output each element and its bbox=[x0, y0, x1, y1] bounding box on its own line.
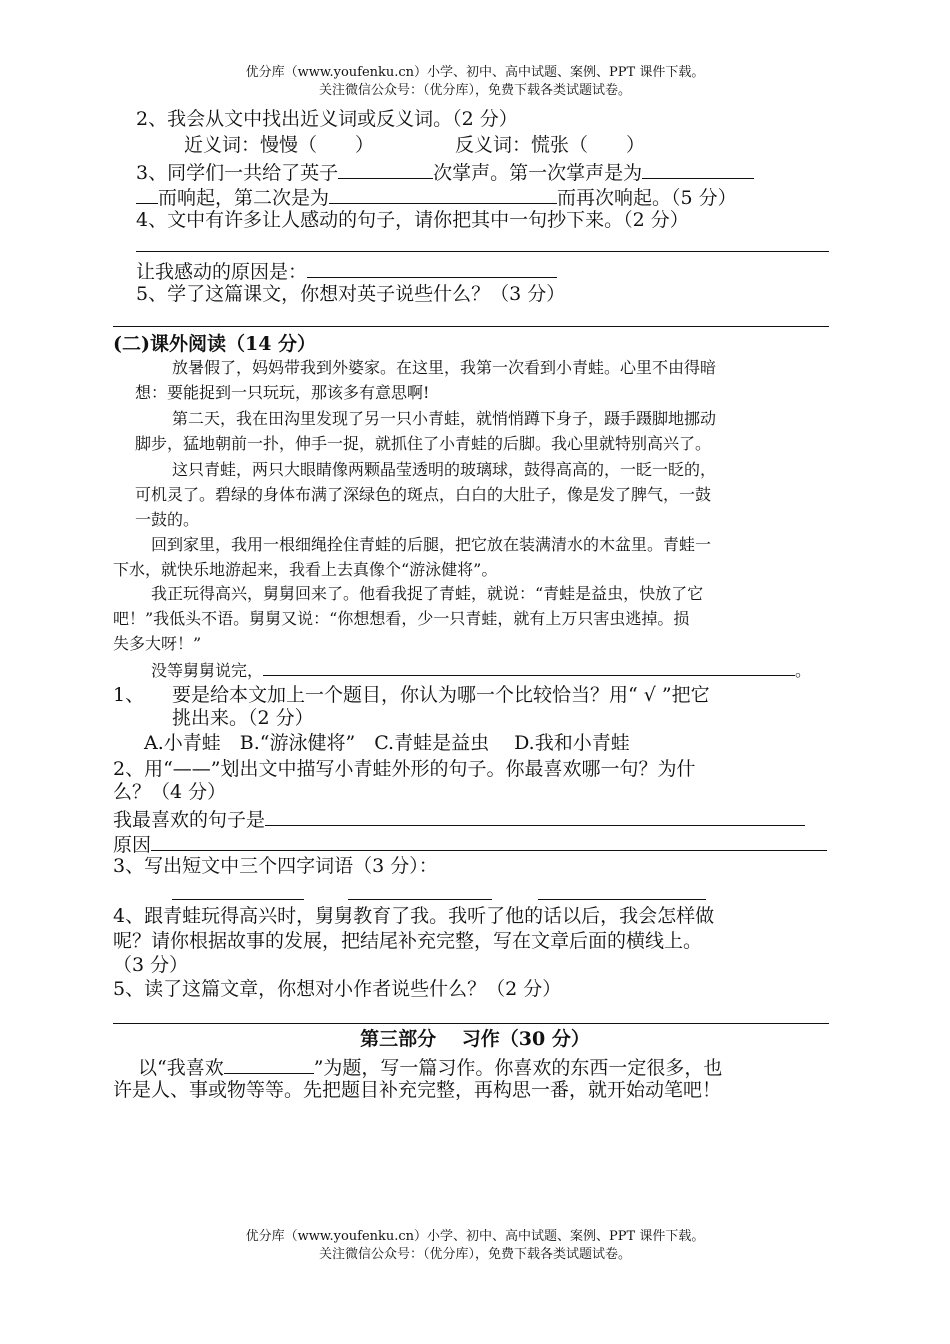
rq2-favorite-row bbox=[113, 805, 805, 832]
passage-p1-a: 放暑假了，妈妈带我到外婆家。在这里，我第一次看到小青蛙。心里不由得暗 bbox=[172, 358, 717, 377]
q4-answer-line[interactable] bbox=[136, 251, 829, 252]
q3-line-2 bbox=[136, 183, 737, 210]
passage-p3-b: 可机灵了。碧绿的身体布满了深绿色的斑点，白白的大肚子，像是发了脾气，一鼓 bbox=[135, 485, 712, 504]
rq2-prompt-b: 么？（4 分） bbox=[113, 781, 227, 803]
composition-line-1 bbox=[138, 1053, 722, 1080]
rq2-reason-row bbox=[113, 830, 827, 857]
passage-p5-c: 失多大呀！” bbox=[113, 634, 202, 653]
passage-p3-a: 这只青蛙，两只大眼睛像两颗晶莹透明的玻璃球，鼓得高高的，一眨一眨的， bbox=[172, 460, 717, 479]
passage-p5-b: 吧！”我低头不语。舅舅又说：“你想想看，少一只青蛙，就有上万只害虫逃掉。损 bbox=[113, 609, 690, 628]
passage-p6-end: 。 bbox=[795, 661, 812, 680]
rq2-reason-blank[interactable] bbox=[151, 830, 827, 851]
q3-text-b: 次掌声。第一次掌声是为 bbox=[433, 162, 643, 184]
passage-p4-a: 回到家里，我用一根细绳拴住青蛙的后腿，把它放在装满清水的木盆里。青蛙一 bbox=[151, 535, 712, 554]
composition-text-a: 以“我喜欢 bbox=[138, 1057, 224, 1079]
passage-p1-b: 想：要能捉到一只玩玩，那该多有意思啊! bbox=[135, 383, 430, 402]
q3-blank-count[interactable] bbox=[338, 158, 433, 179]
page-header bbox=[0, 64, 950, 100]
q4-prompt: 4、文中有许多让人感动的句子，请你把其中一句抄下来。（2 分） bbox=[136, 209, 689, 231]
composition-title: 第三部分 习作（30 分） bbox=[360, 1028, 590, 1050]
rq4-prompt-a: 4、跟青蛙玩得高兴时，舅舅教育了我。我听了他的话以后，我会怎样做 bbox=[113, 905, 715, 927]
passage-p3-c: 一鼓的。 bbox=[135, 510, 200, 529]
q3-blank-second[interactable] bbox=[329, 183, 557, 204]
rq1-number: 1、 bbox=[113, 684, 145, 706]
reading-section-title: (二)课外阅读（14 分） bbox=[113, 333, 317, 355]
rq4-prompt-b: 呢？请你根据故事的发展，把结尾补充完整，写在文章后面的横线上。 bbox=[113, 930, 703, 952]
q3-text-a: 3、同学们一共给了英子 bbox=[136, 162, 339, 184]
rq3-blank-1[interactable] bbox=[172, 899, 304, 900]
passage-p5-a: 我正玩得高兴，舅舅回来了。他看我捉了青蛙，就说：“青蛙是益虫，快放了它 bbox=[151, 584, 704, 603]
passage-p2-a: 第二天，我在田沟里发现了另一只小青蛙，就悄悄蹲下身子，蹑手蹑脚地挪动 bbox=[172, 409, 717, 428]
q2-antonym: 反义词：慌张（ ） bbox=[455, 134, 646, 156]
rq5-prompt: 5、读了这篇文章，你想对小作者说些什么？（2 分） bbox=[113, 978, 562, 1000]
q5-answer-line[interactable] bbox=[113, 326, 829, 327]
q2-synonym: 近义词：慢慢（ ） bbox=[184, 134, 375, 156]
composition-line-2: 许是人、事或物等等。先把题目补充完整，再构思一番，就开始动笔吧！ bbox=[113, 1079, 722, 1101]
q4-reason-row bbox=[136, 257, 557, 284]
rq2-reason-label: 原因 bbox=[113, 834, 152, 856]
q3-line-1 bbox=[136, 158, 754, 185]
passage-p6-text: 没等舅舅说完， bbox=[151, 661, 264, 680]
page-footer bbox=[0, 1228, 950, 1264]
rq4-prompt-c: （3 分） bbox=[113, 954, 189, 976]
passage-p6 bbox=[151, 659, 811, 682]
footer-line-2: 关注微信公众号：（优分库），免费下载各类试题试卷。 bbox=[318, 1247, 631, 1262]
passage-p4-b: 下水，就快乐地游起来，我看上去真像个“游泳健将”。 bbox=[113, 560, 498, 579]
composition-title-blank[interactable] bbox=[224, 1053, 314, 1074]
rq3-prompt: 3、写出短文中三个四字词语（3 分）： bbox=[113, 855, 438, 877]
q5-prompt: 5、学了这篇课文，你想对英子说些什么？（3 分） bbox=[136, 283, 566, 305]
rq1-prompt-b: 挑出来。（2 分） bbox=[172, 707, 314, 729]
q3-blank-first[interactable] bbox=[642, 158, 754, 179]
header-line-1: 优分库（www.youfenku.cn）小学、初中、高中试题、案例、PPT 课件下载。 bbox=[245, 65, 705, 80]
rq2-prompt-a: 2、用“——”划出文中描写小青蛙外形的句子。你最喜欢哪一句？为什 bbox=[113, 758, 696, 780]
passage-ending-blank[interactable] bbox=[263, 659, 795, 676]
rq3-blank-2[interactable] bbox=[348, 899, 492, 900]
q4-reason-label: 让我感动的原因是： bbox=[136, 261, 308, 283]
q3-text-d: 而再次响起。（5 分） bbox=[557, 187, 737, 209]
rq1-options[interactable]: A.小青蛙 B.“游泳健将” C.青蛙是益虫 D.我和小青蛙 bbox=[144, 732, 630, 754]
q3-text-c: 而响起，第二次是为 bbox=[158, 187, 330, 209]
rq5-answer-line[interactable] bbox=[113, 1023, 829, 1024]
rq1-prompt-a: 要是给本文加上一个题目，你认为哪一个比较恰当？用“ √ ”把它 bbox=[172, 684, 710, 706]
q2-prompt: 2、我会从文中找出近义词或反义词。（2 分） bbox=[136, 108, 518, 130]
composition-text-b: ”为题，写一篇习作。你喜欢的东西一定很多，也 bbox=[313, 1057, 723, 1079]
q4-reason-blank[interactable] bbox=[307, 257, 557, 278]
header-line-2: 关注微信公众号：（优分库），免费下载各类试题试卷。 bbox=[318, 83, 631, 98]
rq2-favorite-label: 我最喜欢的句子是 bbox=[113, 809, 266, 831]
passage-p2-b: 脚步，猛地朝前一扑，伸手一捉，就抓住了小青蛙的后脚。我心里就特别高兴了。 bbox=[135, 434, 712, 453]
q3-blank-first-cont[interactable] bbox=[136, 183, 158, 204]
footer-line-1: 优分库（www.youfenku.cn）小学、初中、高中试题、案例、PPT 课件下载。 bbox=[245, 1229, 705, 1244]
rq3-blank-3[interactable] bbox=[538, 899, 706, 900]
rq2-favorite-blank[interactable] bbox=[265, 805, 805, 826]
